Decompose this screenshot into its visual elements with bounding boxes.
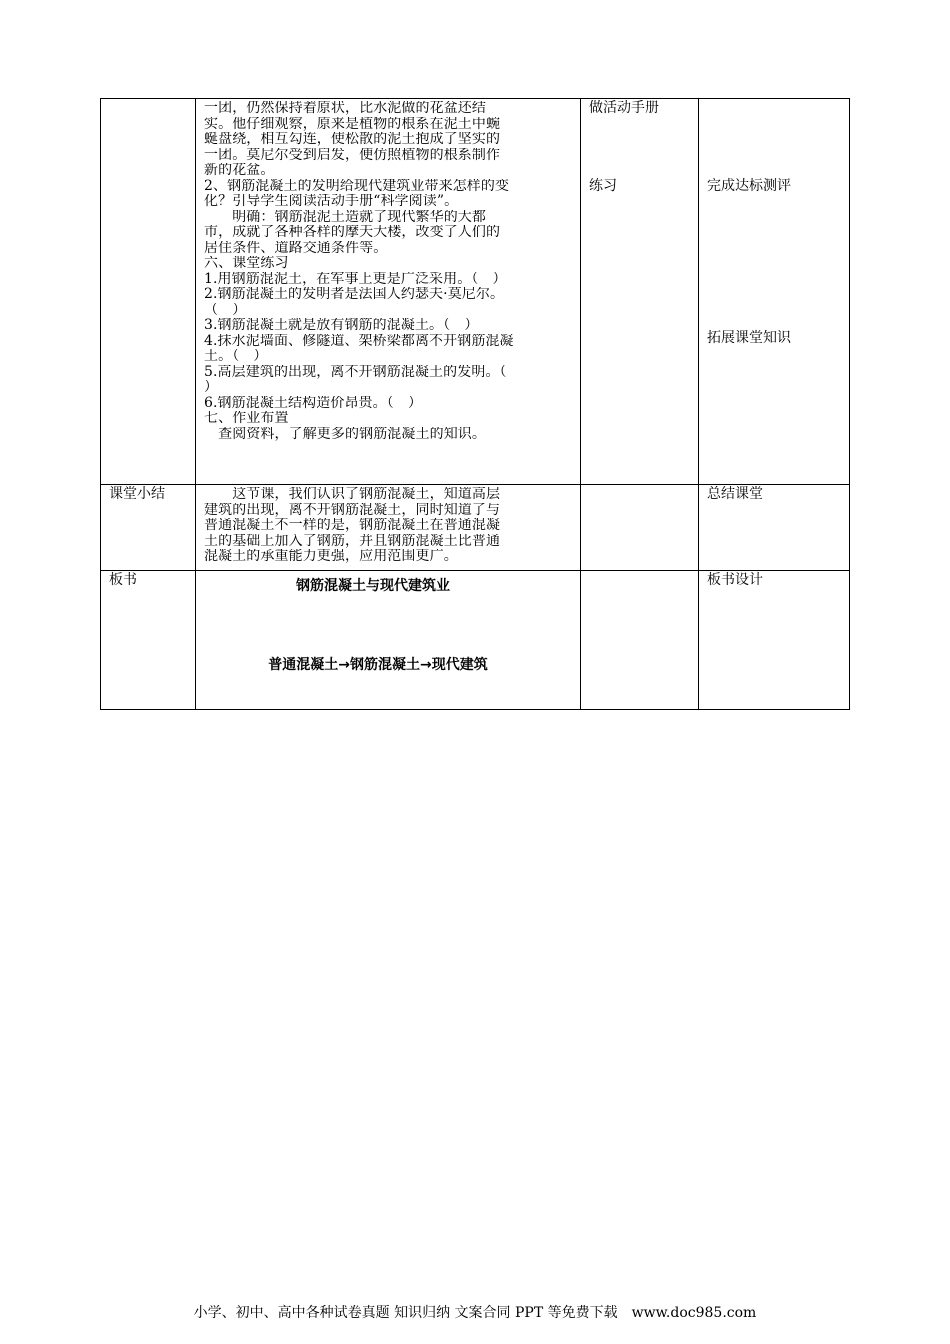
- content-line: 2、钢筋混凝土的发明给现代建筑业带来怎样的变: [204, 178, 510, 194]
- content-line: 居住条件、道路交通条件等。: [204, 240, 388, 256]
- design-intent-cell: [699, 99, 850, 485]
- design-intent-cell: [699, 571, 850, 710]
- student-activity-practice: 练习: [589, 177, 617, 194]
- content-line: 明确：钢筋混泥土造就了现代繁华的大都: [204, 209, 486, 225]
- content-line: 六、课堂练习: [204, 256, 289, 271]
- content-line: （ ）: [204, 302, 247, 318]
- content-line: 实。他仔细观察，原来是植物的根系在泥土中蜿: [204, 116, 501, 132]
- content-line: 土。（ ）: [204, 349, 268, 364]
- content-line: 这节课，我们认识了钢筋混凝土，知道高层: [204, 487, 501, 502]
- intent-extension: 拓展课堂知识: [707, 329, 791, 346]
- content-line: 蜒盘绕，相互勾连，使松散的泥土抱成了坚实的: [204, 132, 501, 147]
- content-line: 市，成就了各种各样的摩天大楼，改变了人们的: [204, 225, 501, 240]
- table-row: [101, 99, 850, 485]
- intent-board-design: 板书设计: [707, 572, 763, 588]
- student-activity-cell: [581, 571, 699, 710]
- student-activity-workbook: 做活动手册: [589, 100, 659, 116]
- stage-label-cell: [101, 99, 196, 485]
- content-line: 6.钢筋混凝土结构造价昂贵。（ ）: [204, 395, 423, 411]
- content-line: 建筑的出现，离不开钢筋混凝土，同时知道了与: [204, 502, 501, 518]
- teaching-content-cell: [196, 485, 581, 571]
- lesson-plan-table: [100, 98, 850, 710]
- content-line: 一团。莫尼尔受到启发，便仿照植物的根系制作: [204, 147, 501, 163]
- board-formula: 普通混凝土→钢筋混凝土→现代建筑: [268, 656, 488, 673]
- intent-assessment: 完成达标测评: [707, 178, 791, 194]
- page-footer: 小学、初中、高中各种试卷真题 知识归纳 文案合同 PPT 等免费下载 www.doc985.com: [193, 1305, 757, 1321]
- content-line: 化？引导学生阅读活动手册“科学阅读”。: [204, 194, 459, 209]
- content-line: 1.用钢筋混泥土，在军事上更是广泛采用。（ ）: [204, 271, 507, 287]
- content-line: 3.钢筋混凝土就是放有钢筋的混凝土。（ ）: [204, 318, 479, 333]
- student-activity-cell: [581, 99, 699, 485]
- content-line: 新的花盆。: [204, 163, 275, 178]
- content-line: 普通混凝土不一样的是，钢筋混凝土在普通混凝: [204, 518, 501, 533]
- student-activity-cell: [581, 485, 699, 571]
- summary-label: 课堂小结: [109, 486, 165, 502]
- board-writing-cell: [196, 571, 581, 710]
- table-row: [101, 571, 850, 710]
- content-line: 2.钢筋混凝土的发明者是法国人约瑟夫·莫尼尔。: [204, 287, 505, 302]
- content-line: 混凝土的承重能力更强，应用范围更广。: [204, 549, 458, 564]
- content-line: 一团，仍然保持着原状，比水泥做的花盆还结: [204, 101, 486, 116]
- content-line: 土的基础上加入了钢筋，并且钢筋混凝土比普通: [204, 533, 501, 549]
- board-title: 钢筋混凝土与现代建筑业: [296, 578, 450, 594]
- board-label: 板书: [109, 572, 137, 588]
- summary-content: [204, 487, 572, 565]
- content-line: 5.高层建筑的出现，离不开钢筋混凝土的发明。（: [204, 364, 507, 380]
- design-intent-cell: [699, 485, 850, 571]
- intent-summary: 总结课堂: [707, 486, 763, 502]
- content-line: ）: [204, 380, 219, 395]
- table-row: [101, 485, 850, 571]
- content-line: 查阅资料，了解更多的钢筋混凝土的知识。: [204, 426, 486, 442]
- stage-label-cell: [101, 571, 196, 710]
- teaching-content: [204, 101, 572, 442]
- teaching-content-cell: [196, 99, 581, 485]
- content-line: 七、作业布置: [204, 411, 289, 426]
- content-line: 4.抹水泥墙面、修隧道、架桥梁都离不开钢筋混凝: [204, 333, 514, 349]
- stage-label-cell: [101, 485, 196, 571]
